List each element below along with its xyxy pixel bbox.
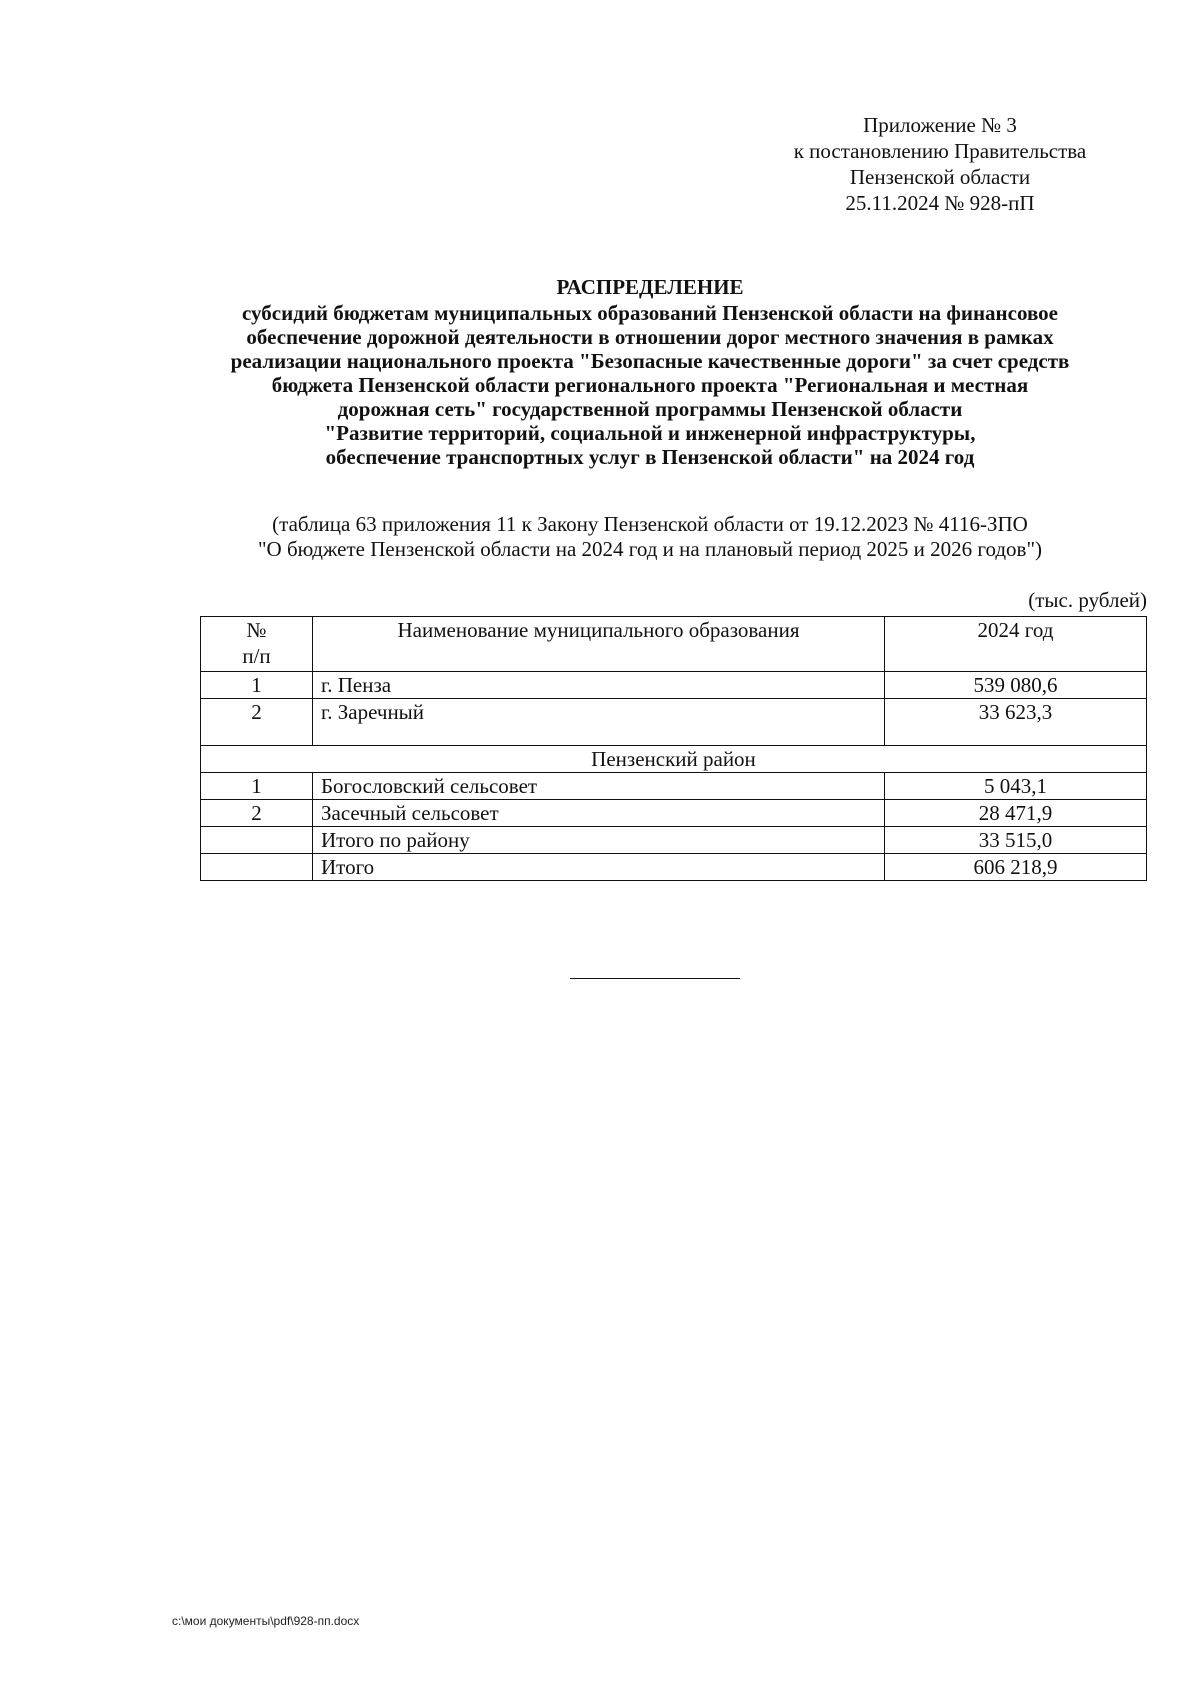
appendix-region: Пензенской области [849,165,1031,189]
row-num: 2 [201,800,313,827]
row-name: г. Пенза [313,672,885,699]
row-num [201,827,313,854]
district-total-row [201,827,1147,854]
row-value: 28 471,9 [885,800,1147,827]
row-num: 2 [201,699,313,746]
source-line: (таблица 63 приложения 11 к Закону Пензенской области от 19.12.2023 № 4116-ЗПО [272,512,1028,536]
appendix-number: Приложение № 3 [863,113,1017,137]
row-name: Засечный сельсовет [313,800,885,827]
header-num [201,617,313,672]
separator-line [570,978,740,979]
header-name: Наименование муниципального образования [313,617,885,672]
title-line: бюджета Пензенской области регионального проекта "Региональная и местная [271,373,1029,397]
appendix-date-number: 25.11.2024 № 928-пП [845,191,1035,215]
header-num-line1: № [246,618,267,642]
distribution-table [200,616,1147,881]
table-row [201,800,1147,827]
units-label: (тыс. рублей) [1028,588,1147,612]
header-year: 2024 год [885,617,1147,672]
district-total-value: 33 515,0 [885,827,1147,854]
table-row [201,699,1147,746]
table-header-row [201,617,1147,672]
appendix-resolution-ref: к постановлению Правительства [793,139,1087,163]
title-line: дорожная сеть" государственной программы Пензенской области [337,397,963,421]
source-reference [150,512,1150,562]
row-num [201,854,313,881]
document-title [150,275,1150,469]
file-path-footer: c:\мои документы\pdf\928-пп.docx [172,1614,360,1628]
row-name: Богословский сельсовет [313,773,885,800]
title-line: обеспечение транспортных услуг в Пензенской области" на 2024 год [325,445,975,469]
row-num: 1 [201,672,313,699]
row-name: г. Заречный [313,699,885,746]
grand-total-row [201,854,1147,881]
district-header-row [201,746,1147,773]
header-num-line2: п/п [242,644,271,668]
row-num: 1 [201,773,313,800]
grand-total-value: 606 218,9 [885,854,1147,881]
district-name: Пензенский район [201,746,1147,773]
district-total-label: Итого по району [313,827,885,854]
title-main: РАСПРЕДЕЛЕНИЕ [556,275,744,299]
row-value: 539 080,6 [885,672,1147,699]
table-row [201,773,1147,800]
table-row [201,672,1147,699]
row-value: 33 623,3 [885,699,1147,746]
title-line: "Развитие территорий, социальной и инженерной инфраструктуры, [324,421,976,445]
grand-total-label: Итого [313,854,885,881]
title-line: реализации национального проекта "Безопасные качественные дороги" за счет средств [230,349,1070,373]
appendix-header [760,112,1120,216]
row-value: 5 043,1 [885,773,1147,800]
title-line: субсидий бюджетам муниципальных образований Пензенской области на финансовое [242,301,1058,325]
title-line: обеспечение дорожной деятельности в отношении дорог местного значения в рамках [246,325,1054,349]
source-line: "О бюджете Пензенской области на 2024 год и на плановый период 2025 и 2026 годов") [257,537,1043,561]
